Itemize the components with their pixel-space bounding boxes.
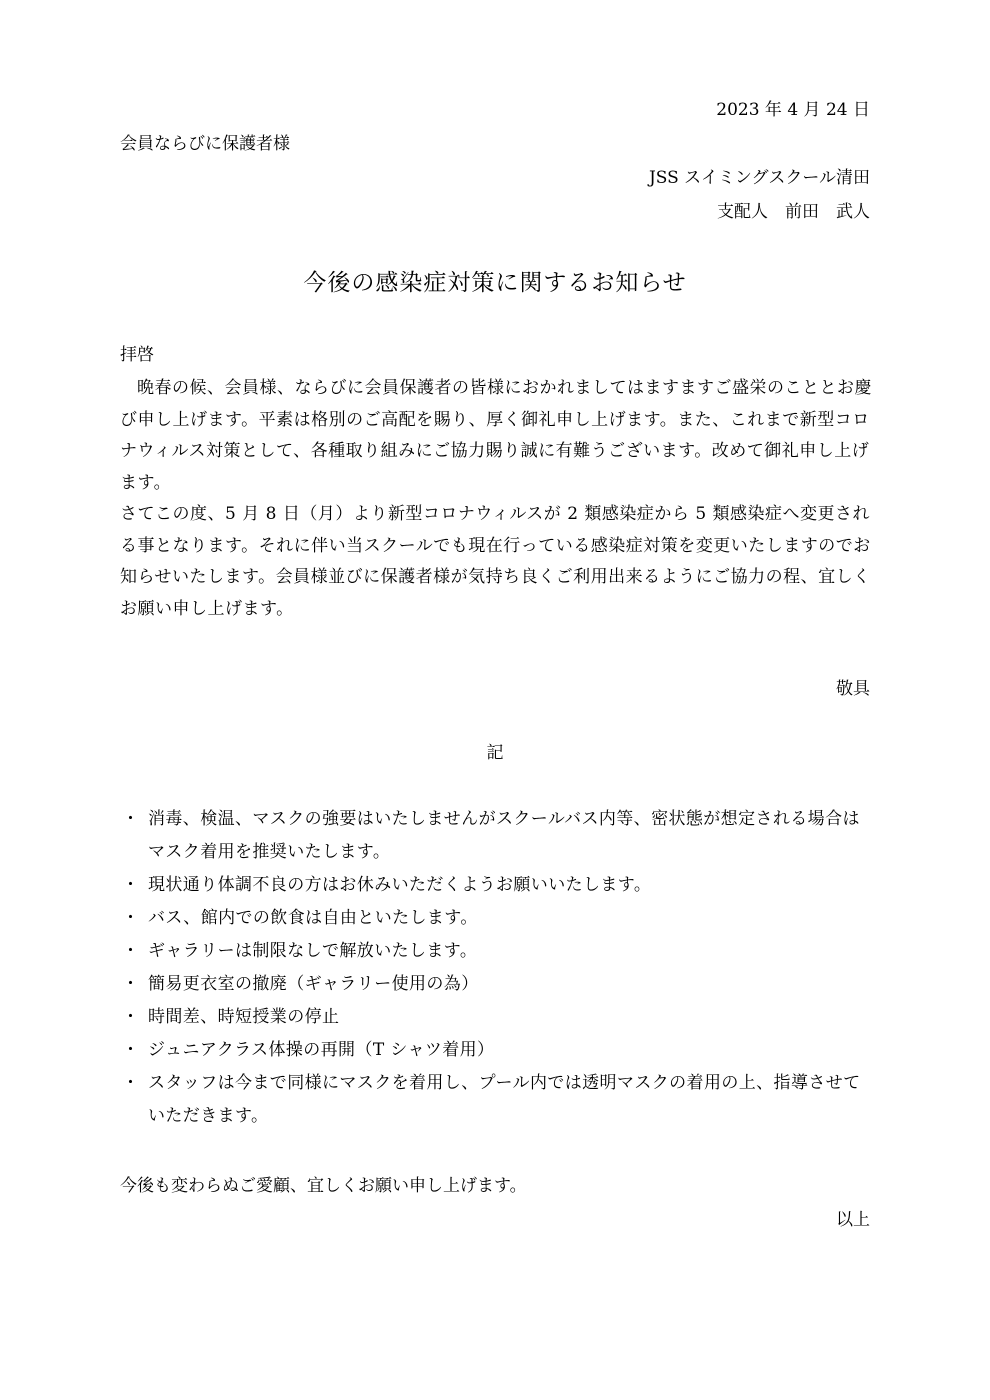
list-item [120,869,872,902]
bullet-icon: ・ [122,974,140,994]
body-paragraph: 晩春の候、会員様、ならびに会員保護者の皆様におかれましてはますますご盛栄のこととお慶び申し上げます。平素は格別のご高配を賜り、厚く御礼申し上げます。また、これまで新型コロナウィルス対策として、各種取り組みにご協力賜り誠に有難うございます。改めて御礼申し上げます。 [120,378,872,493]
measures-list [120,803,872,1133]
bullet-icon: ・ [122,809,140,829]
list-item [120,968,872,1001]
bullet-icon: ・ [122,1007,140,1027]
end-mark: 以上 [836,1210,870,1230]
list-item [120,1067,872,1133]
sender-organization: JSS スイミングスクール清田 [648,168,870,188]
list-item-text: ジュニアクラス体操の再開（T シャツ着用） [148,1040,495,1060]
closing-keigu: 敬具 [836,679,870,699]
list-item-text: スタッフは今まで同様にマスクを着用し、プール内では透明マスクの着用の上、指導させていただきます。 [148,1073,861,1126]
list-item-text: ギャラリーは制限なしで解放いたします。 [148,941,478,961]
bullet-icon: ・ [122,1073,140,1093]
list-item [120,1034,872,1067]
list-item [120,1001,872,1034]
list-item-text: 現状通り体調不良の方はお休みいただくようお願いいたします。 [148,875,652,895]
list-item-text: バス、館内での飲食は自由といたします。 [148,908,478,928]
list-item [120,935,872,968]
list-item [120,803,872,869]
recipient-line: 会員ならびに保護者様 [120,134,290,154]
bullet-icon: ・ [122,908,140,928]
bullet-icon: ・ [122,941,140,961]
bullet-icon: ・ [122,1040,140,1060]
list-item-text: 簡易更衣室の撤廃（ギャラリー使用の為） [148,974,479,994]
list-item [120,902,872,935]
document-title: 今後の感染症対策に関するお知らせ [303,270,687,296]
sender-name: 支配人 前田 武人 [717,202,870,222]
final-greeting: 今後も変わらぬご愛顧、宜しくお願い申し上げます。 [120,1176,527,1196]
salutation: 拝啓 [120,345,154,365]
list-item-text: 時間差、時短授業の停止 [148,1007,340,1027]
document-date: 2023 年 4 月 24 日 [716,100,870,120]
body-text [120,373,872,625]
ki-heading: 記 [486,743,504,763]
bullet-icon: ・ [122,875,140,895]
list-item-text: 消毒、検温、マスクの強要はいたしませんがスクールバス内等、密状態が想定される場合はマスク着用を推奨いたします。 [148,809,860,862]
body-paragraph: さてこの度、5 月 8 日（月）より新型コロナウィルスが 2 類感染症から 5 類感染症へ変更される事となります。それに伴い当スクールでも現在行っている感染症対策を変更いたしますのでお知らせいたします。会員様並びに保護者様が気持ち良くご利用出来るようにご協力の程、宜しくお願い申し上げます。 [120,504,871,619]
